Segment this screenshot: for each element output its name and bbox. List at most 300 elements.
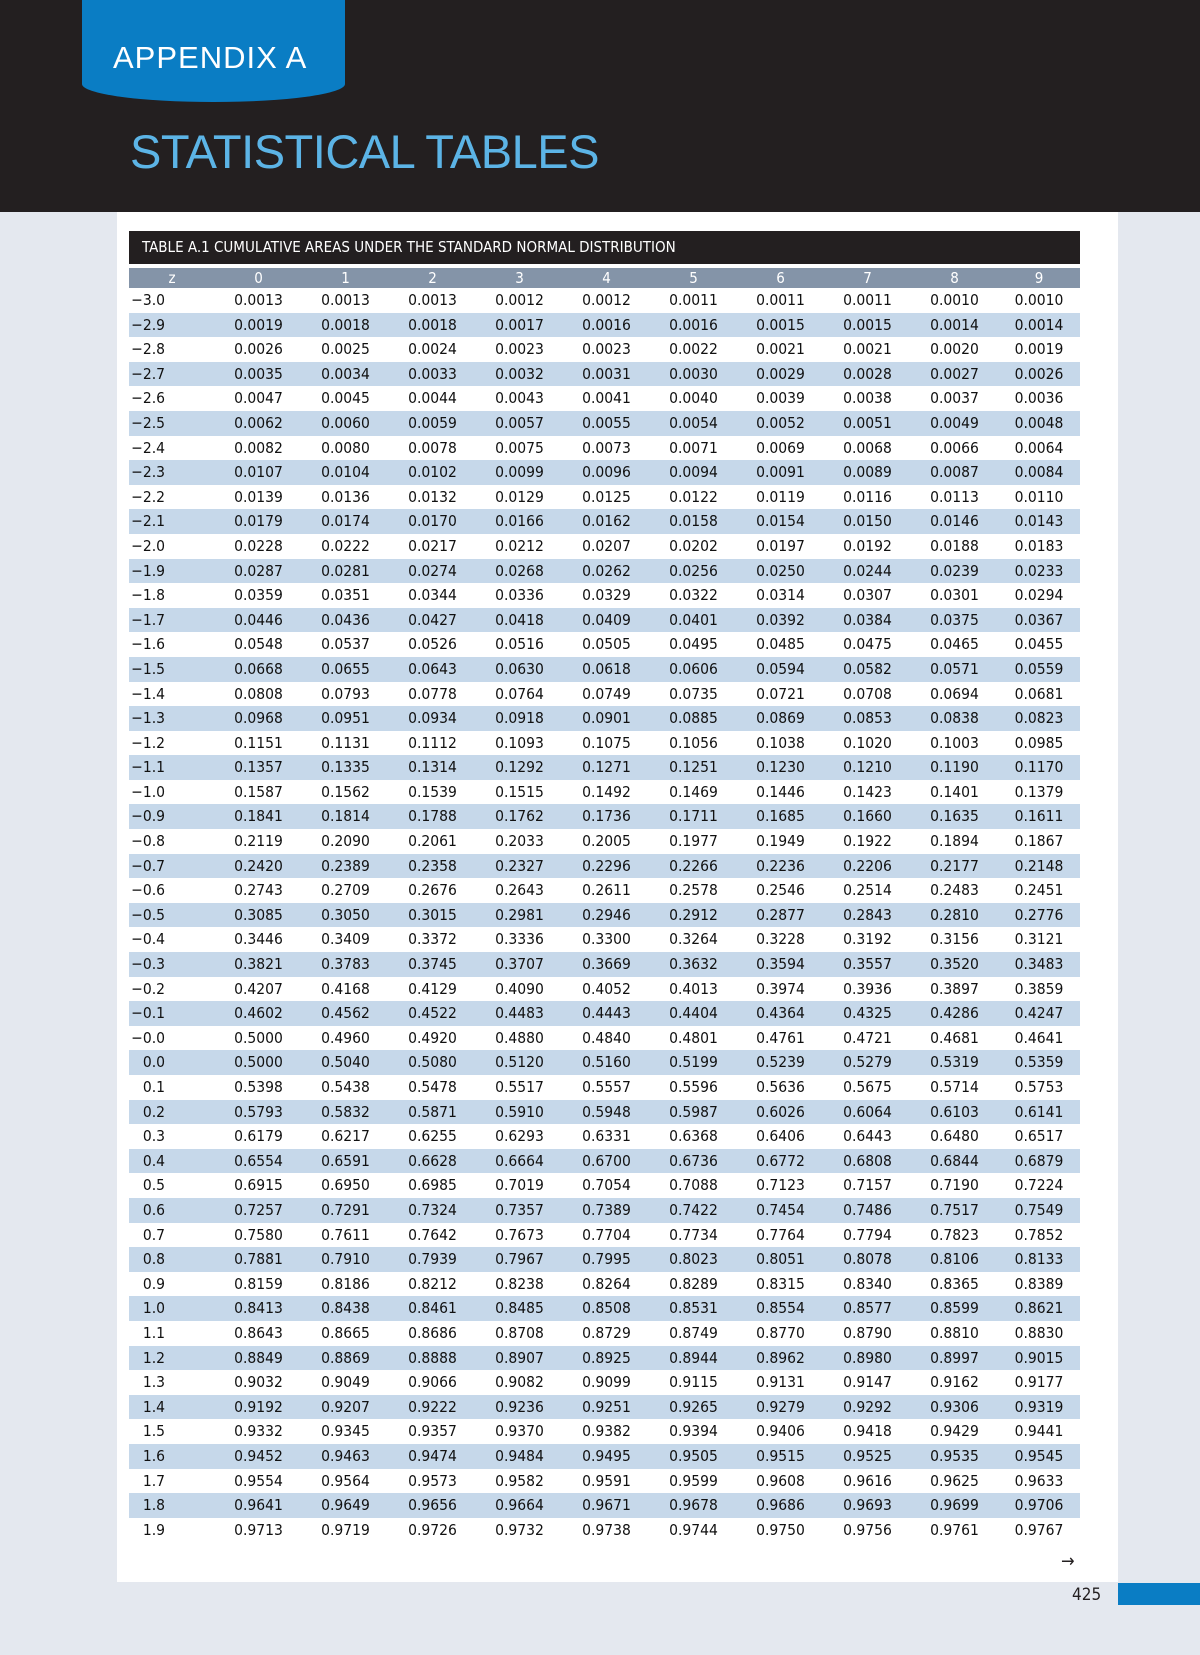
probability-cell: 0.5398 bbox=[215, 1075, 302, 1100]
probability-cell: 0.0047 bbox=[215, 386, 302, 411]
probability-cell: 0.8708 bbox=[476, 1321, 563, 1346]
probability-cell: 0.2090 bbox=[302, 829, 389, 854]
probability-cell: 0.8944 bbox=[650, 1346, 737, 1371]
probability-cell: 0.5557 bbox=[563, 1075, 650, 1100]
column-header-3: 3 bbox=[476, 268, 563, 288]
z-value-cell: 0.7 bbox=[129, 1223, 215, 1248]
probability-cell: 0.2451 bbox=[998, 878, 1080, 903]
probability-cell: 0.1423 bbox=[824, 780, 911, 805]
probability-cell: 0.6808 bbox=[824, 1149, 911, 1174]
probability-cell: 0.0197 bbox=[737, 534, 824, 559]
probability-cell: 0.9726 bbox=[389, 1518, 476, 1543]
probability-cell: 0.0150 bbox=[824, 509, 911, 534]
probability-cell: 0.3936 bbox=[824, 977, 911, 1002]
probability-cell: 0.4325 bbox=[824, 1001, 911, 1026]
probability-cell: 0.8315 bbox=[737, 1272, 824, 1297]
table-row bbox=[129, 1050, 1080, 1075]
z-value-cell: 1.1 bbox=[129, 1321, 215, 1346]
probability-cell: 0.5080 bbox=[389, 1050, 476, 1075]
probability-cell: 0.0268 bbox=[476, 559, 563, 584]
probability-cell: 0.9418 bbox=[824, 1419, 911, 1444]
probability-cell: 0.8997 bbox=[911, 1346, 998, 1371]
probability-cell: 0.3228 bbox=[737, 927, 824, 952]
probability-cell: 0.8531 bbox=[650, 1296, 737, 1321]
probability-cell: 0.0017 bbox=[476, 313, 563, 338]
probability-cell: 0.1736 bbox=[563, 804, 650, 829]
probability-cell: 0.0668 bbox=[215, 657, 302, 682]
z-value-cell: −0.9 bbox=[129, 804, 215, 829]
probability-cell: 0.9319 bbox=[998, 1395, 1080, 1420]
probability-cell: 0.1379 bbox=[998, 780, 1080, 805]
table-row bbox=[129, 927, 1080, 952]
probability-cell: 0.0107 bbox=[215, 460, 302, 485]
probability-cell: 0.2611 bbox=[563, 878, 650, 903]
probability-cell: 0.0146 bbox=[911, 509, 998, 534]
table-row bbox=[129, 1395, 1080, 1420]
probability-cell: 0.0582 bbox=[824, 657, 911, 682]
probability-cell: 0.2643 bbox=[476, 878, 563, 903]
probability-cell: 0.0559 bbox=[998, 657, 1080, 682]
probability-cell: 0.1446 bbox=[737, 780, 824, 805]
z-value-cell: −2.4 bbox=[129, 436, 215, 461]
probability-cell: 0.4880 bbox=[476, 1026, 563, 1051]
probability-cell: 0.9082 bbox=[476, 1370, 563, 1395]
probability-cell: 0.0116 bbox=[824, 485, 911, 510]
probability-cell: 0.0071 bbox=[650, 436, 737, 461]
probability-cell: 0.1660 bbox=[824, 804, 911, 829]
z-value-cell: 1.4 bbox=[129, 1395, 215, 1420]
probability-cell: 0.0015 bbox=[737, 313, 824, 338]
probability-cell: 0.9306 bbox=[911, 1395, 998, 1420]
probability-cell: 0.1190 bbox=[911, 755, 998, 780]
table-row bbox=[129, 583, 1080, 608]
table-row bbox=[129, 509, 1080, 534]
z-value-cell: −2.9 bbox=[129, 313, 215, 338]
probability-cell: 0.0012 bbox=[563, 288, 650, 313]
z-value-cell: −3.0 bbox=[129, 288, 215, 313]
probability-cell: 0.0643 bbox=[389, 657, 476, 682]
probability-cell: 0.9115 bbox=[650, 1370, 737, 1395]
table-row bbox=[129, 485, 1080, 510]
probability-cell: 0.8023 bbox=[650, 1247, 737, 1272]
z-value-cell: −1.7 bbox=[129, 608, 215, 633]
probability-cell: 0.1292 bbox=[476, 755, 563, 780]
probability-cell: 0.9573 bbox=[389, 1469, 476, 1494]
z-value-cell: −2.2 bbox=[129, 485, 215, 510]
probability-cell: 0.0026 bbox=[998, 362, 1080, 387]
probability-cell: 0.0764 bbox=[476, 682, 563, 707]
probability-cell: 0.0548 bbox=[215, 632, 302, 657]
z-value-cell: −2.1 bbox=[129, 509, 215, 534]
probability-cell: 0.7673 bbox=[476, 1223, 563, 1248]
probability-cell: 0.0708 bbox=[824, 682, 911, 707]
table-row bbox=[129, 878, 1080, 903]
z-value-cell: 0.4 bbox=[129, 1149, 215, 1174]
table-row bbox=[129, 1493, 1080, 1518]
table-row bbox=[129, 829, 1080, 854]
probability-cell: 0.0217 bbox=[389, 534, 476, 559]
probability-cell: 0.3669 bbox=[563, 952, 650, 977]
probability-cell: 0.9066 bbox=[389, 1370, 476, 1395]
probability-cell: 0.3015 bbox=[389, 903, 476, 928]
probability-cell: 0.0094 bbox=[650, 460, 737, 485]
probability-cell: 0.9545 bbox=[998, 1444, 1080, 1469]
table-row bbox=[129, 1026, 1080, 1051]
probability-cell: 0.0013 bbox=[302, 288, 389, 313]
probability-cell: 0.7486 bbox=[824, 1198, 911, 1223]
table-row bbox=[129, 1321, 1080, 1346]
probability-cell: 0.0183 bbox=[998, 534, 1080, 559]
probability-cell: 0.1151 bbox=[215, 731, 302, 756]
probability-cell: 0.1230 bbox=[737, 755, 824, 780]
probability-cell: 0.7454 bbox=[737, 1198, 824, 1223]
probability-cell: 0.9750 bbox=[737, 1518, 824, 1543]
probability-cell: 0.3594 bbox=[737, 952, 824, 977]
probability-cell: 0.4404 bbox=[650, 1001, 737, 1026]
probability-cell: 0.9147 bbox=[824, 1370, 911, 1395]
table-row bbox=[129, 706, 1080, 731]
z-value-cell: 0.6 bbox=[129, 1198, 215, 1223]
probability-cell: 0.9406 bbox=[737, 1419, 824, 1444]
probability-cell: 0.7910 bbox=[302, 1247, 389, 1272]
table-row bbox=[129, 977, 1080, 1002]
probability-cell: 0.0485 bbox=[737, 632, 824, 657]
probability-cell: 0.4443 bbox=[563, 1001, 650, 1026]
probability-cell: 0.9582 bbox=[476, 1469, 563, 1494]
probability-cell: 0.5160 bbox=[563, 1050, 650, 1075]
probability-cell: 0.3050 bbox=[302, 903, 389, 928]
probability-cell: 0.8461 bbox=[389, 1296, 476, 1321]
probability-cell: 0.4840 bbox=[563, 1026, 650, 1051]
probability-cell: 0.8810 bbox=[911, 1321, 998, 1346]
probability-cell: 0.0062 bbox=[215, 411, 302, 436]
column-header-z: z bbox=[129, 268, 215, 288]
z-value-cell: 1.6 bbox=[129, 1444, 215, 1469]
probability-cell: 0.7995 bbox=[563, 1247, 650, 1272]
probability-cell: 0.1357 bbox=[215, 755, 302, 780]
probability-cell: 0.0087 bbox=[911, 460, 998, 485]
probability-cell: 0.0013 bbox=[389, 288, 476, 313]
column-header-9: 9 bbox=[998, 268, 1080, 288]
probability-cell: 0.8621 bbox=[998, 1296, 1080, 1321]
probability-cell: 0.7517 bbox=[911, 1198, 998, 1223]
probability-cell: 0.0322 bbox=[650, 583, 737, 608]
probability-cell: 0.8770 bbox=[737, 1321, 824, 1346]
probability-cell: 0.4168 bbox=[302, 977, 389, 1002]
probability-cell: 0.7088 bbox=[650, 1173, 737, 1198]
probability-cell: 0.9706 bbox=[998, 1493, 1080, 1518]
probability-cell: 0.7580 bbox=[215, 1223, 302, 1248]
z-value-cell: 0.5 bbox=[129, 1173, 215, 1198]
table-row bbox=[129, 1444, 1080, 1469]
z-value-cell: −0.5 bbox=[129, 903, 215, 928]
probability-cell: 0.6293 bbox=[476, 1124, 563, 1149]
table-row bbox=[129, 854, 1080, 879]
probability-cell: 0.1562 bbox=[302, 780, 389, 805]
probability-cell: 0.6179 bbox=[215, 1124, 302, 1149]
table-row bbox=[129, 755, 1080, 780]
probability-cell: 0.0351 bbox=[302, 583, 389, 608]
probability-cell: 0.9678 bbox=[650, 1493, 737, 1518]
probability-cell: 0.1251 bbox=[650, 755, 737, 780]
probability-cell: 0.8830 bbox=[998, 1321, 1080, 1346]
z-value-cell: −2.5 bbox=[129, 411, 215, 436]
probability-cell: 0.9656 bbox=[389, 1493, 476, 1518]
z-value-cell: −2.7 bbox=[129, 362, 215, 387]
probability-cell: 0.7852 bbox=[998, 1223, 1080, 1248]
probability-cell: 0.2266 bbox=[650, 854, 737, 879]
table-row bbox=[129, 313, 1080, 338]
z-value-cell: −0.1 bbox=[129, 1001, 215, 1026]
probability-cell: 0.0436 bbox=[302, 608, 389, 633]
probability-cell: 0.0233 bbox=[998, 559, 1080, 584]
z-table bbox=[129, 268, 1080, 1542]
probability-cell: 0.1814 bbox=[302, 804, 389, 829]
probability-cell: 0.0918 bbox=[476, 706, 563, 731]
probability-cell: 0.9192 bbox=[215, 1395, 302, 1420]
probability-cell: 0.5948 bbox=[563, 1100, 650, 1125]
z-value-cell: −0.7 bbox=[129, 854, 215, 879]
probability-cell: 0.0778 bbox=[389, 682, 476, 707]
probability-cell: 0.2236 bbox=[737, 854, 824, 879]
probability-cell: 0.7157 bbox=[824, 1173, 911, 1198]
probability-cell: 0.0022 bbox=[650, 337, 737, 362]
probability-cell: 0.0037 bbox=[911, 386, 998, 411]
probability-cell: 0.8212 bbox=[389, 1272, 476, 1297]
probability-cell: 0.4052 bbox=[563, 977, 650, 1002]
probability-cell: 0.1894 bbox=[911, 829, 998, 854]
probability-cell: 0.0122 bbox=[650, 485, 737, 510]
probability-cell: 0.0018 bbox=[389, 313, 476, 338]
probability-cell: 0.4090 bbox=[476, 977, 563, 1002]
probability-cell: 0.3557 bbox=[824, 952, 911, 977]
probability-cell: 0.0222 bbox=[302, 534, 389, 559]
probability-cell: 0.0023 bbox=[563, 337, 650, 362]
probability-cell: 0.0294 bbox=[998, 583, 1080, 608]
probability-cell: 0.0029 bbox=[737, 362, 824, 387]
probability-cell: 0.3300 bbox=[563, 927, 650, 952]
probability-cell: 0.1003 bbox=[911, 731, 998, 756]
table-row bbox=[129, 1469, 1080, 1494]
probability-cell: 0.0045 bbox=[302, 386, 389, 411]
table-row bbox=[129, 386, 1080, 411]
probability-cell: 0.0359 bbox=[215, 583, 302, 608]
z-value-cell: 1.9 bbox=[129, 1518, 215, 1543]
probability-cell: 0.6554 bbox=[215, 1149, 302, 1174]
probability-cell: 0.8849 bbox=[215, 1346, 302, 1371]
probability-cell: 0.9564 bbox=[302, 1469, 389, 1494]
probability-cell: 0.4602 bbox=[215, 1001, 302, 1026]
probability-cell: 0.0869 bbox=[737, 706, 824, 731]
probability-cell: 0.8106 bbox=[911, 1247, 998, 1272]
probability-cell: 0.6217 bbox=[302, 1124, 389, 1149]
page-tab bbox=[1118, 1583, 1200, 1605]
probability-cell: 0.8365 bbox=[911, 1272, 998, 1297]
z-value-cell: −1.4 bbox=[129, 682, 215, 707]
table-row bbox=[129, 731, 1080, 756]
probability-cell: 0.5910 bbox=[476, 1100, 563, 1125]
probability-cell: 0.0475 bbox=[824, 632, 911, 657]
probability-cell: 0.7704 bbox=[563, 1223, 650, 1248]
probability-cell: 0.0735 bbox=[650, 682, 737, 707]
probability-cell: 0.1922 bbox=[824, 829, 911, 854]
probability-cell: 0.5793 bbox=[215, 1100, 302, 1125]
probability-cell: 0.0055 bbox=[563, 411, 650, 436]
probability-cell: 0.7549 bbox=[998, 1198, 1080, 1223]
probability-cell: 0.5478 bbox=[389, 1075, 476, 1100]
probability-cell: 0.8962 bbox=[737, 1346, 824, 1371]
probability-cell: 0.0885 bbox=[650, 706, 737, 731]
probability-cell: 0.0084 bbox=[998, 460, 1080, 485]
probability-cell: 0.4286 bbox=[911, 1001, 998, 1026]
probability-cell: 0.8238 bbox=[476, 1272, 563, 1297]
probability-cell: 0.3783 bbox=[302, 952, 389, 977]
probability-cell: 0.1131 bbox=[302, 731, 389, 756]
probability-cell: 0.0409 bbox=[563, 608, 650, 633]
probability-cell: 0.0015 bbox=[824, 313, 911, 338]
probability-cell: 0.0384 bbox=[824, 608, 911, 633]
probability-cell: 0.0808 bbox=[215, 682, 302, 707]
probability-cell: 0.8980 bbox=[824, 1346, 911, 1371]
probability-cell: 0.1271 bbox=[563, 755, 650, 780]
probability-cell: 0.0951 bbox=[302, 706, 389, 731]
probability-cell: 0.0048 bbox=[998, 411, 1080, 436]
probability-cell: 0.9535 bbox=[911, 1444, 998, 1469]
probability-cell: 0.9441 bbox=[998, 1419, 1080, 1444]
probability-cell: 0.7881 bbox=[215, 1247, 302, 1272]
probability-cell: 0.8907 bbox=[476, 1346, 563, 1371]
probability-cell: 0.0016 bbox=[650, 313, 737, 338]
probability-cell: 0.8729 bbox=[563, 1321, 650, 1346]
probability-cell: 0.8389 bbox=[998, 1272, 1080, 1297]
probability-cell: 0.9515 bbox=[737, 1444, 824, 1469]
probability-cell: 0.6141 bbox=[998, 1100, 1080, 1125]
probability-cell: 0.0014 bbox=[911, 313, 998, 338]
probability-cell: 0.0052 bbox=[737, 411, 824, 436]
probability-cell: 0.1075 bbox=[563, 731, 650, 756]
probability-cell: 0.5040 bbox=[302, 1050, 389, 1075]
probability-cell: 0.7422 bbox=[650, 1198, 737, 1223]
probability-cell: 0.2483 bbox=[911, 878, 998, 903]
probability-cell: 0.4761 bbox=[737, 1026, 824, 1051]
probability-cell: 0.3745 bbox=[389, 952, 476, 977]
probability-cell: 0.0014 bbox=[998, 313, 1080, 338]
probability-cell: 0.9177 bbox=[998, 1370, 1080, 1395]
probability-cell: 0.1314 bbox=[389, 755, 476, 780]
probability-cell: 0.0064 bbox=[998, 436, 1080, 461]
probability-cell: 0.1867 bbox=[998, 829, 1080, 854]
probability-cell: 0.0018 bbox=[302, 313, 389, 338]
z-value-cell: 1.0 bbox=[129, 1296, 215, 1321]
probability-cell: 0.6480 bbox=[911, 1124, 998, 1149]
probability-cell: 0.3085 bbox=[215, 903, 302, 928]
probability-cell: 0.2912 bbox=[650, 903, 737, 928]
probability-cell: 0.0301 bbox=[911, 583, 998, 608]
probability-cell: 0.5714 bbox=[911, 1075, 998, 1100]
probability-cell: 0.0099 bbox=[476, 460, 563, 485]
probability-cell: 0.1611 bbox=[998, 804, 1080, 829]
probability-cell: 0.8438 bbox=[302, 1296, 389, 1321]
probability-cell: 0.0170 bbox=[389, 509, 476, 534]
probability-cell: 0.5832 bbox=[302, 1100, 389, 1125]
probability-cell: 0.6664 bbox=[476, 1149, 563, 1174]
probability-cell: 0.9463 bbox=[302, 1444, 389, 1469]
probability-cell: 0.0505 bbox=[563, 632, 650, 657]
probability-cell: 0.0793 bbox=[302, 682, 389, 707]
probability-cell: 0.5596 bbox=[650, 1075, 737, 1100]
probability-cell: 0.0010 bbox=[998, 288, 1080, 313]
probability-cell: 0.0036 bbox=[998, 386, 1080, 411]
page-header bbox=[0, 0, 1200, 212]
probability-cell: 0.6700 bbox=[563, 1149, 650, 1174]
probability-cell: 0.5517 bbox=[476, 1075, 563, 1100]
probability-cell: 0.9015 bbox=[998, 1346, 1080, 1371]
probability-cell: 0.2810 bbox=[911, 903, 998, 928]
probability-cell: 0.1093 bbox=[476, 731, 563, 756]
probability-cell: 0.9732 bbox=[476, 1518, 563, 1543]
probability-cell: 0.0110 bbox=[998, 485, 1080, 510]
z-value-cell: −2.6 bbox=[129, 386, 215, 411]
z-value-cell: 1.7 bbox=[129, 1469, 215, 1494]
probability-cell: 0.8485 bbox=[476, 1296, 563, 1321]
z-value-cell: −1.5 bbox=[129, 657, 215, 682]
probability-cell: 0.0119 bbox=[737, 485, 824, 510]
probability-cell: 0.7967 bbox=[476, 1247, 563, 1272]
probability-cell: 0.8869 bbox=[302, 1346, 389, 1371]
probability-cell: 0.8888 bbox=[389, 1346, 476, 1371]
probability-cell: 0.5753 bbox=[998, 1075, 1080, 1100]
z-value-cell: 0.9 bbox=[129, 1272, 215, 1297]
table-row bbox=[129, 903, 1080, 928]
probability-cell: 0.3520 bbox=[911, 952, 998, 977]
probability-cell: 0.9525 bbox=[824, 1444, 911, 1469]
probability-cell: 0.0078 bbox=[389, 436, 476, 461]
probability-cell: 0.6103 bbox=[911, 1100, 998, 1125]
probability-cell: 0.3859 bbox=[998, 977, 1080, 1002]
probability-cell: 0.2709 bbox=[302, 878, 389, 903]
z-value-cell: 1.5 bbox=[129, 1419, 215, 1444]
probability-cell: 0.0418 bbox=[476, 608, 563, 633]
probability-cell: 0.9382 bbox=[563, 1419, 650, 1444]
probability-cell: 0.0012 bbox=[476, 288, 563, 313]
probability-cell: 0.0344 bbox=[389, 583, 476, 608]
probability-cell: 0.3121 bbox=[998, 927, 1080, 952]
z-value-cell: −1.8 bbox=[129, 583, 215, 608]
probability-cell: 0.0075 bbox=[476, 436, 563, 461]
probability-cell: 0.6331 bbox=[563, 1124, 650, 1149]
z-value-cell: −1.2 bbox=[129, 731, 215, 756]
probability-cell: 0.3897 bbox=[911, 977, 998, 1002]
probability-cell: 0.5675 bbox=[824, 1075, 911, 1100]
probability-cell: 0.6064 bbox=[824, 1100, 911, 1125]
probability-cell: 0.9394 bbox=[650, 1419, 737, 1444]
probability-cell: 0.0113 bbox=[911, 485, 998, 510]
probability-cell: 0.9664 bbox=[476, 1493, 563, 1518]
probability-cell: 0.6950 bbox=[302, 1173, 389, 1198]
table-row bbox=[129, 682, 1080, 707]
probability-cell: 0.6255 bbox=[389, 1124, 476, 1149]
probability-cell: 0.9686 bbox=[737, 1493, 824, 1518]
probability-cell: 0.0174 bbox=[302, 509, 389, 534]
probability-cell: 0.1210 bbox=[824, 755, 911, 780]
probability-cell: 0.9049 bbox=[302, 1370, 389, 1395]
probability-cell: 0.8749 bbox=[650, 1321, 737, 1346]
probability-cell: 0.2843 bbox=[824, 903, 911, 928]
probability-cell: 0.4013 bbox=[650, 977, 737, 1002]
probability-cell: 0.9554 bbox=[215, 1469, 302, 1494]
probability-cell: 0.0082 bbox=[215, 436, 302, 461]
probability-cell: 0.0019 bbox=[998, 337, 1080, 362]
